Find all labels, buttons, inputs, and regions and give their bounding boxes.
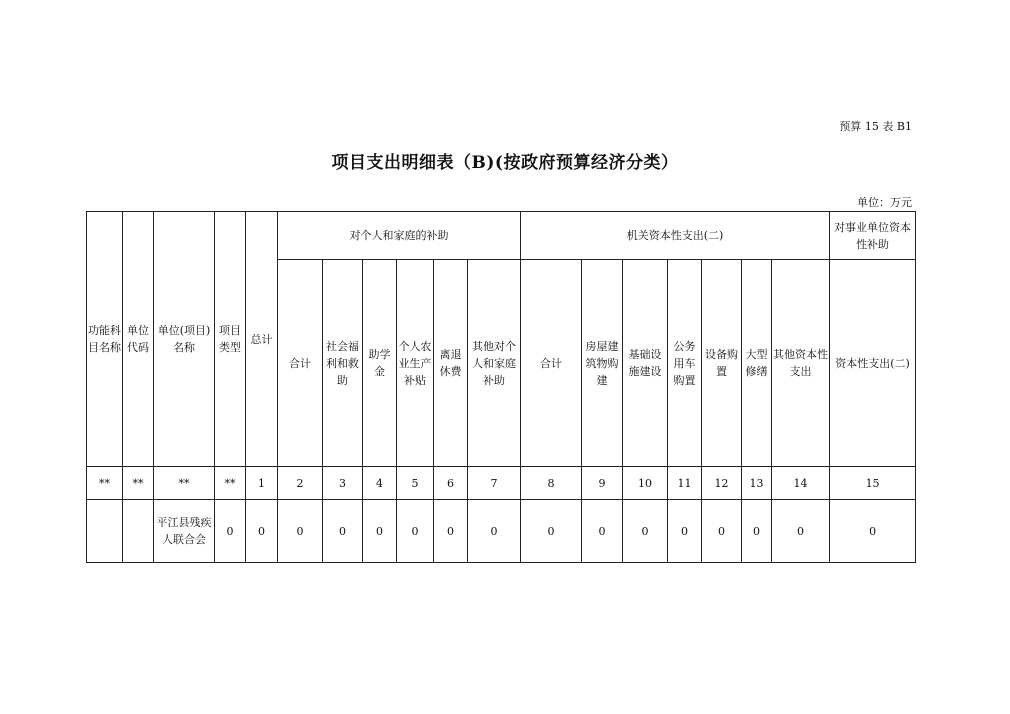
group-header-individual-family-subsidy: 对个人和家庭的补助 [278,212,521,260]
col-header-unit-code: 单位代码 [123,212,154,467]
col-header-total: 总计 [246,212,278,467]
table-cell: 0 [278,500,323,563]
col-header-retirement: 离退休费 [434,260,468,467]
col-number: 8 [521,467,582,500]
col-number: 2 [278,467,323,500]
col-number: ** [123,467,154,500]
col-header-building: 房屋建筑物购建 [582,260,623,467]
table-cell: 0 [434,500,468,563]
budget-table [86,211,916,563]
page-title: 项目支出明细表（B)(按政府预算经济分类） [331,153,679,173]
unit-label: 单位：万元 [857,196,912,209]
col-header-g2-subtotal: 合计 [521,260,582,467]
table-cell: 0 [246,500,278,563]
col-number: 5 [397,467,434,500]
col-number: 12 [702,467,742,500]
table-cell: 0 [521,500,582,563]
table-cell: 0 [323,500,363,563]
col-header-g1-subtotal: 合计 [278,260,323,467]
col-header-other-individual: 其他对个人和家庭补助 [468,260,521,467]
col-number: 4 [363,467,397,500]
col-number: ** [215,467,246,500]
table-row [87,500,916,563]
table-cell: 0 [668,500,702,563]
table-cell [123,500,154,563]
col-header-project-type: 项目类型 [215,212,246,467]
header-group-row [87,212,916,260]
group-header-agency-capital-expenditure: 机关资本性支出(二) [521,212,830,260]
column-number-row [87,467,916,500]
col-number: ** [87,467,123,500]
col-number: ** [154,467,215,500]
form-id: 预算 15 表 B1 [839,120,912,133]
table-cell: 0 [830,500,916,563]
col-number: 11 [668,467,702,500]
table-cell: 0 [623,500,668,563]
col-number: 7 [468,467,521,500]
col-header-infrastructure: 基础设施建设 [623,260,668,467]
table-cell: 0 [363,500,397,563]
col-number: 10 [623,467,668,500]
col-number: 13 [742,467,772,500]
col-header-official-vehicle: 公务用车购置 [668,260,702,467]
table-cell-unit-name: 平江县残疾人联合会 [154,500,215,563]
col-number: 15 [830,467,916,500]
col-header-function-subject: 功能科目名称 [87,212,123,467]
col-number: 3 [323,467,363,500]
col-number: 9 [582,467,623,500]
col-header-equipment: 设备购置 [702,260,742,467]
col-header-agri-subsidy: 个人农业生产补贴 [397,260,434,467]
col-header-social-welfare: 社会福利和救助 [323,260,363,467]
col-header-other-capital: 其他资本性支出 [772,260,830,467]
table-cell: 0 [582,500,623,563]
col-number: 6 [434,467,468,500]
col-header-capital-expenditure-2: 资本性支出(二) [830,260,916,467]
table-cell: 0 [772,500,830,563]
table-cell: 0 [397,500,434,563]
col-number: 1 [246,467,278,500]
col-header-unit-project-name: 单位(项目)名称 [154,212,215,467]
table-cell [87,500,123,563]
table-cell: 0 [742,500,772,563]
col-header-major-repair: 大型修缮 [742,260,772,467]
col-header-scholarship: 助学金 [363,260,397,467]
table-cell: 0 [702,500,742,563]
table-cell: 0 [215,500,246,563]
col-number: 14 [772,467,830,500]
table-cell: 0 [468,500,521,563]
group-header-institution-capital-subsidy: 对事业单位资本性补助 [830,212,916,260]
